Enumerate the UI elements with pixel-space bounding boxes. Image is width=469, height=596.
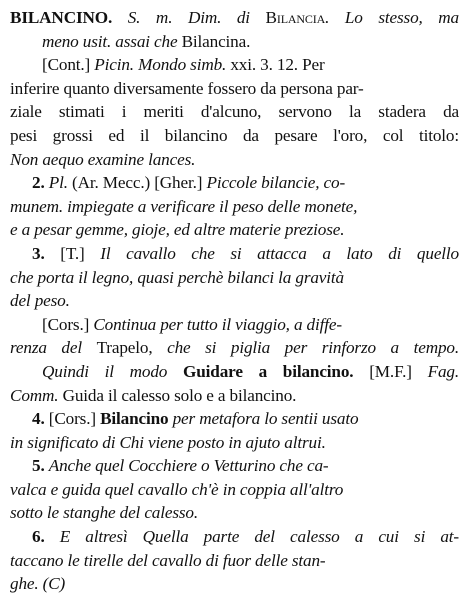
- entry-line: [10, 289, 459, 313]
- entry-line: [10, 407, 459, 431]
- text-run: ghe. (C): [10, 574, 66, 594]
- text-run: Non aequo examine lances.: [10, 149, 196, 169]
- text-run: in significato di Chi viene posto in ajuto altrui.: [10, 432, 326, 452]
- text-run: inferire quanto diversamente fossero da persona par-: [10, 78, 364, 98]
- text-run: [M.F.]: [353, 361, 428, 381]
- entry-line: [10, 384, 459, 408]
- text-run: e a pesar gemme, gioje, ed altre materie preziose.: [10, 220, 345, 240]
- text-run: Bilancina.: [181, 31, 251, 51]
- text-run: meno usit. assai che: [42, 31, 182, 51]
- text-run: valca e guida quel cavallo ch'è in coppia all'altro: [10, 479, 344, 499]
- text-run: Anche quel Cocchiere o Vetturino che ca-: [48, 456, 329, 476]
- text-run: 3.: [32, 243, 61, 263]
- text-run: Guida il calesso solo e a bilancino.: [58, 385, 297, 405]
- entry-line: [10, 242, 459, 266]
- entry-line: [10, 478, 459, 502]
- text-run: pesi grossi ed il bilancino da pesare l'oro, col titolo:: [10, 125, 459, 145]
- text-run: renza del: [10, 338, 97, 358]
- entry-line: [10, 549, 459, 573]
- entry-line: [10, 171, 459, 195]
- text-run: del peso.: [10, 291, 70, 311]
- entry-line: [10, 501, 459, 525]
- text-run: Pl.: [48, 173, 68, 193]
- entry-line: [10, 454, 459, 478]
- text-run: Bilancino: [100, 409, 169, 429]
- entry-line: [10, 30, 459, 54]
- text-run: [Cors.]: [48, 409, 101, 429]
- text-run: [T.]: [60, 243, 101, 263]
- text-run: che porta il legno, quasi perchè bilanci la gravità: [10, 267, 344, 287]
- text-run: Il cavallo che si attacca a lato di quello: [100, 243, 459, 263]
- entry-line: [10, 525, 459, 549]
- text-run: ziale stimati i meriti d'alcuno, servono la stadera da: [10, 102, 459, 122]
- entry-line: [10, 218, 459, 242]
- text-run: S. m. Dim. di: [112, 8, 266, 27]
- text-run: BILANCINO.: [10, 8, 113, 27]
- text-run: Quindi il modo: [42, 361, 184, 381]
- text-run: 5.: [32, 456, 49, 476]
- entry-line: [10, 572, 459, 596]
- text-run: munem. impiegate a verificare il peso delle monete,: [10, 196, 358, 216]
- entry-line: [10, 266, 459, 290]
- text-run: per metafora lo sentii usato: [168, 409, 359, 429]
- text-run: Bilancia: [265, 8, 326, 27]
- entry-line: [10, 431, 459, 455]
- text-run: Fag.: [427, 361, 459, 381]
- entry-line: [10, 6, 459, 30]
- text-run: 4.: [32, 409, 49, 429]
- text-run: Continua per tutto il viaggio, a diffe-: [93, 314, 342, 334]
- text-run: xxi. 3. 12. Per: [226, 55, 325, 75]
- text-run: 6.: [32, 527, 60, 547]
- text-run: sotto le stanghe del calesso.: [10, 503, 199, 523]
- text-run: Picin. Mondo simb.: [94, 55, 227, 75]
- entry-line: [10, 100, 459, 124]
- text-run: 2.: [32, 173, 49, 193]
- text-run: Comm.: [10, 385, 59, 405]
- text-run: che si piglia per rinforzo a tempo.: [167, 338, 459, 358]
- text-run: Guidare a bilancino.: [183, 361, 354, 381]
- text-run: Piccole bilancie, co-: [206, 173, 346, 193]
- text-run: . Lo stesso, ma: [325, 8, 459, 27]
- entry-line: [10, 360, 459, 384]
- entry-line: [10, 313, 459, 337]
- text-run: [Cont.]: [42, 55, 95, 75]
- entry-line: [10, 195, 459, 219]
- entry-line: [10, 124, 459, 148]
- entry-line: [10, 148, 459, 172]
- text-run: E altresì Quella parte del calesso a cui si at-: [59, 527, 459, 547]
- text-run: [Cors.]: [42, 314, 94, 334]
- entry-line: [10, 336, 459, 360]
- entry-line: [10, 53, 459, 77]
- entry-line: [10, 77, 459, 101]
- text-run: (Ar. Mecc.) [Gher.]: [67, 173, 207, 193]
- text-run: Trapelo,: [96, 338, 168, 358]
- text-run: taccano le tirelle del cavallo di fuor delle stan-: [10, 550, 326, 570]
